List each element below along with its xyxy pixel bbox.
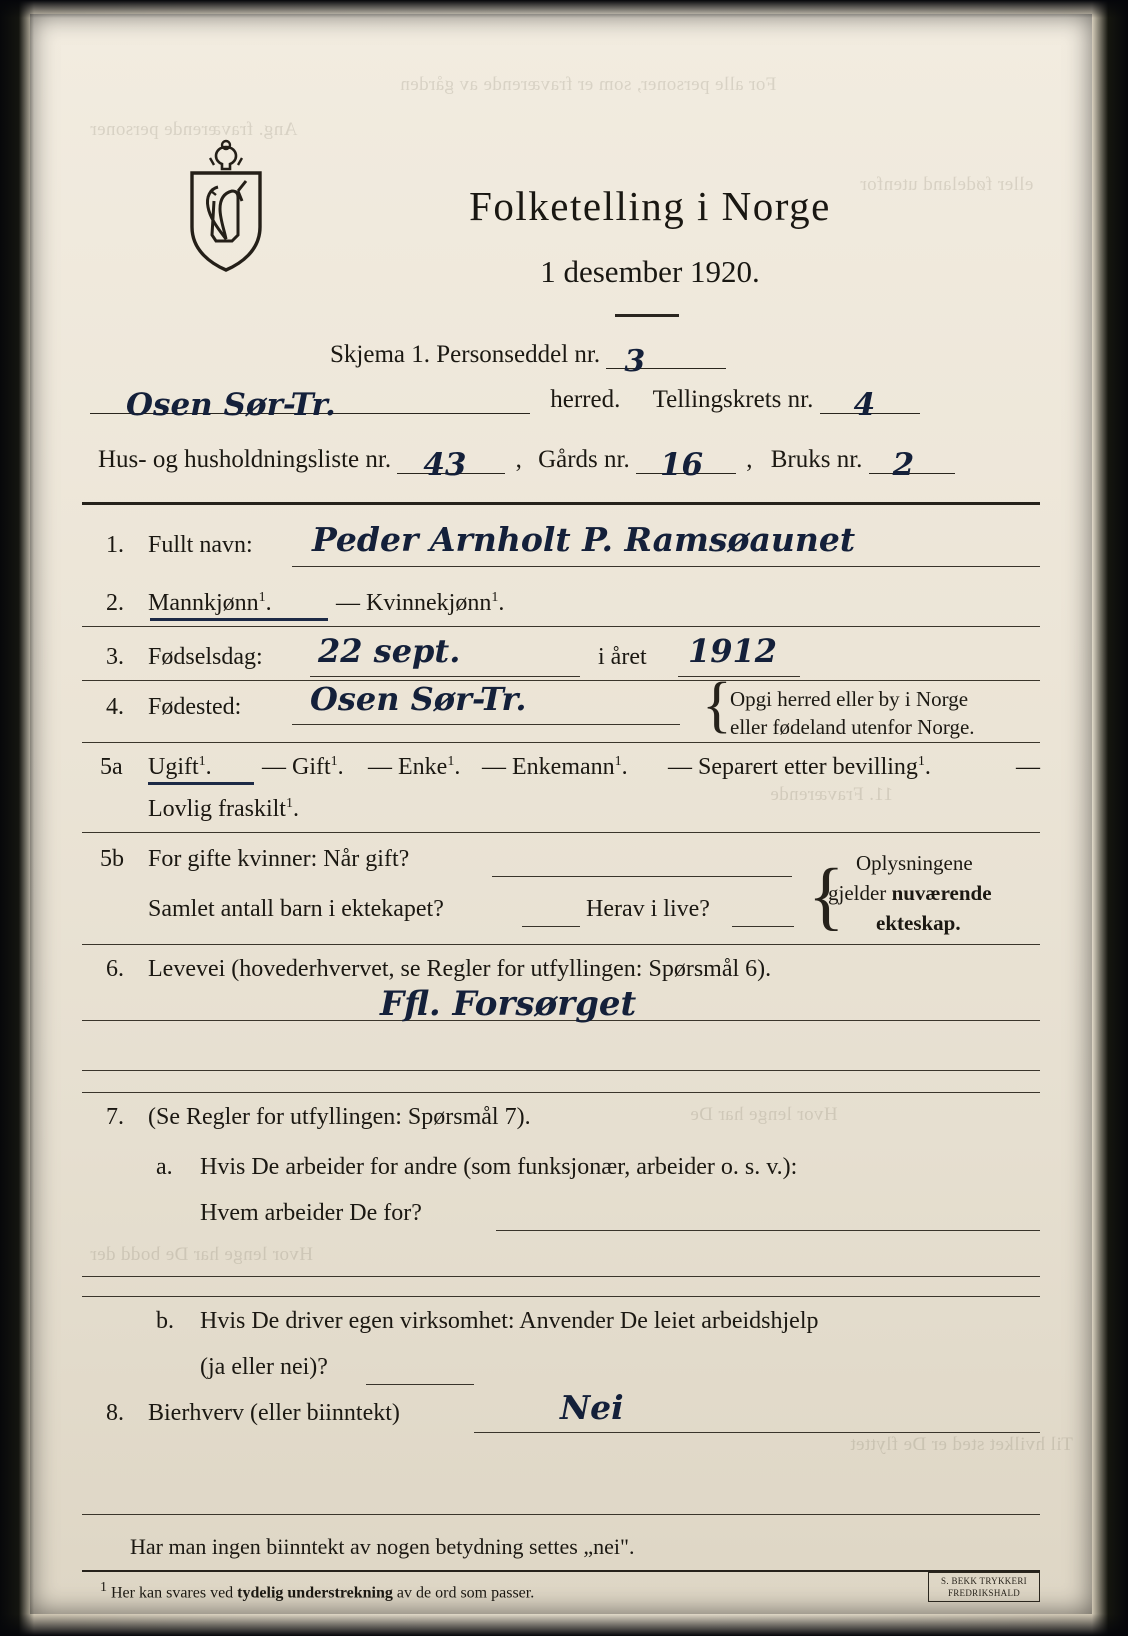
q5b-alive-field[interactable]	[732, 926, 794, 927]
q7-label: (Se Regler for utfyllingen: Spørsmål 7).	[148, 1104, 531, 1130]
q8-field[interactable]	[474, 1432, 1040, 1433]
q2-male-label: Mannkjønn	[148, 590, 259, 616]
q5b-note-line2-pre: gjelder	[828, 881, 892, 905]
q3-day-value: 22 sept.	[318, 632, 461, 670]
q7-number: 7.	[106, 1104, 124, 1130]
q5a-option-enke[interactable]: Enke$^1$.	[398, 754, 461, 780]
q5a-option-separert[interactable]: Separert etter bevilling$^1$.	[698, 754, 931, 780]
q7a-field[interactable]	[496, 1230, 1040, 1231]
bleed-text-4: 11. Fraværende	[770, 784, 894, 805]
divider-after-q2	[82, 626, 1040, 627]
q5a-gift-label: Gift	[292, 754, 331, 780]
scan-edge-right	[1092, 0, 1128, 1636]
q1-label: Fullt navn:	[148, 532, 253, 558]
usage-number-value: 2	[892, 447, 915, 483]
q2-female-option[interactable]: Kvinnekjønn$^1$.	[366, 590, 505, 616]
usage-number-field[interactable]	[869, 447, 955, 483]
q5b-alive-label: Herav i live?	[586, 896, 710, 922]
household-number-field[interactable]	[397, 447, 505, 483]
q5a-option-gift[interactable]: Gift$^1$.	[292, 754, 344, 780]
q7b-field[interactable]	[366, 1384, 474, 1385]
printer-stamp-line1: S. BEKK TRYKKERI	[941, 1576, 1027, 1586]
divider-after-q7a	[82, 1296, 1040, 1297]
footer-fineprint	[100, 1580, 534, 1602]
q5b-children-label: Samlet antall barn i ektekapet?	[148, 896, 444, 922]
schema-number-value: 3	[624, 344, 646, 379]
q2-male-option[interactable]: Mannkjønn$^1$.	[148, 590, 272, 616]
q5a-sep-3: —	[482, 754, 506, 780]
form-content	[30, 14, 1092, 1614]
divider-after-q5a	[82, 832, 1040, 833]
q7a-number: a.	[156, 1154, 173, 1180]
footer-rule	[82, 1570, 1040, 1572]
tellingskrets-value: 4	[853, 387, 876, 423]
q5a-number: 5a	[100, 754, 123, 780]
q5b-brace: {	[808, 854, 845, 938]
q5b-number: 5b	[100, 846, 124, 872]
census-form-page	[30, 14, 1092, 1614]
q5a-sep-5: —	[1016, 754, 1040, 780]
q4-brace: {	[702, 671, 732, 739]
q5a-fraskilt-label: Lovlig fraskilt	[148, 796, 286, 822]
farm-number-field[interactable]	[636, 447, 736, 483]
divider-after-q4	[82, 742, 1040, 743]
q5a-sep-1: —	[262, 754, 286, 780]
q7a-label: Hvis De arbeider for andre (som funksjonær, arbeider o. s. v.):	[200, 1154, 798, 1180]
bleed-text-2: Ang. fraværende personer	[90, 119, 298, 140]
herred-value: Osen Sør-Tr.	[126, 387, 336, 423]
herred-row	[90, 386, 1040, 423]
title-divider	[615, 314, 679, 317]
q3-number: 3.	[106, 644, 124, 670]
scan-edge-left	[0, 0, 34, 1636]
q3-day-field[interactable]	[310, 676, 580, 677]
q3-year-label: i året	[598, 644, 647, 670]
q8-number: 8.	[106, 1400, 124, 1426]
household-label: Hus- og husholdningsliste nr.	[98, 446, 392, 473]
tellingskrets-field[interactable]	[820, 387, 920, 423]
q2-separator: —	[336, 590, 360, 616]
footer-note: Har man ingen biinntekt av nogen betydning settes „nei".	[130, 1534, 635, 1559]
footnote-marker: 1	[100, 1580, 107, 1595]
q5b-children-field[interactable]	[522, 926, 580, 927]
footnote-bold: tydelig understrekning	[237, 1584, 393, 1602]
tellingskrets-label: Tellingskrets nr.	[652, 386, 814, 413]
footnote-pre: Her kan svares ved	[111, 1584, 238, 1602]
farm-number-value: 16	[659, 447, 704, 483]
q6-number: 6.	[106, 956, 124, 982]
herred-label: herred.	[550, 386, 621, 413]
q1-field[interactable]	[292, 566, 1040, 567]
q5a-option-ugift[interactable]: Ugift$^1$.	[148, 754, 212, 780]
q6-label: Levevei (hovederhvervet, se Regler for utfyllingen: Spørsmål 6).	[148, 956, 772, 982]
q5a-option-enkemann[interactable]: Enkemann$^1$.	[512, 754, 628, 780]
q7b-label2: (ja eller nei)?	[200, 1354, 328, 1380]
q5b-note-line3: ekteskap.	[876, 911, 961, 935]
q5a-separert-label: Separert etter bevilling	[698, 754, 918, 780]
schema-label: Skjema 1. Personseddel nr.	[330, 341, 601, 368]
bleed-text-1: For alle personer, som er fraværende av gården	[400, 74, 777, 95]
q5a-option-fraskilt[interactable]: Lovlig fraskilt$^1$.	[148, 796, 299, 822]
q4-number: 4.	[106, 694, 124, 720]
divider-after-q5b	[82, 944, 1040, 945]
q5a-sep-4: —	[668, 754, 692, 780]
divider-after-q6	[82, 1092, 1040, 1093]
q4-value: Osen Sør-Tr.	[310, 680, 527, 718]
schema-number-field[interactable]	[606, 344, 726, 379]
q4-field[interactable]	[292, 724, 680, 725]
bleed-text-5: Hvor lenge har De	[690, 1104, 838, 1125]
farm-label: Gårds nr.	[538, 446, 630, 473]
q7a-label2: Hvem arbeider De for?	[200, 1200, 422, 1226]
q6-write-line-2[interactable]	[82, 1070, 1040, 1071]
q2-number: 2.	[106, 590, 124, 616]
footnote-post: av de ord som passer.	[392, 1584, 535, 1602]
q7b-label: Hvis De driver egen virksomhet: Anvender De leiet arbeidshjelp	[200, 1308, 819, 1334]
q4-note-line2: eller fødeland utenfor Norge.	[730, 715, 975, 739]
q5b-label: For gifte kvinner: Når gift?	[148, 846, 410, 872]
q3-year-value: 1912	[688, 632, 778, 670]
q8-value: Nei	[560, 1388, 624, 1427]
q4-note-line1: Opgi herred eller by i Norge	[730, 687, 969, 711]
q5a-enke-label: Enke	[398, 754, 448, 780]
household-number-value: 43	[423, 447, 467, 483]
bleed-text-6: Hvor lenge har De bodd der	[90, 1244, 314, 1265]
q4-label: Fødested:	[148, 694, 242, 720]
page-subtitle: 1 desember 1920.	[540, 254, 760, 289]
q5b-note-line2-bold: nuværende	[891, 881, 992, 905]
q7b-number: b.	[156, 1308, 174, 1334]
divider-after-q3	[82, 680, 1040, 681]
q1-value: Peder Arnholt P. Ramsøaunet	[312, 520, 856, 559]
schema-row	[330, 341, 726, 379]
q5a-sep-2: —	[368, 754, 392, 780]
q5b-note-line1: Oplysningene	[856, 851, 973, 875]
usage-label: Bruks nr.	[770, 446, 863, 473]
q3-label: Fødselsdag:	[148, 644, 263, 670]
q2-male-underscore-mark	[150, 618, 328, 621]
printer-stamp	[928, 1572, 1040, 1602]
q5a-ugift-label: Ugift	[148, 754, 199, 780]
printer-stamp-line2: FREDRIKSHALD	[947, 1588, 1021, 1599]
divider-before-footer	[82, 1514, 1040, 1515]
q6-value: Ffl. Forsørget	[380, 984, 637, 1024]
norway-coat-of-arms-icon	[180, 139, 272, 274]
q5a-enkemann-label: Enkemann	[512, 754, 615, 780]
herred-field[interactable]	[90, 387, 530, 423]
household-row: Hus- og husholdningsliste nr. 43 , Gårds nr. 16 , Bruks nr. 2	[90, 446, 1040, 474]
q3-year-field[interactable]	[678, 676, 800, 677]
q1-number: 1.	[106, 532, 124, 558]
q7a-extra-line[interactable]	[82, 1276, 1040, 1277]
bleed-text-3: eller fødeland utenfor	[860, 174, 1034, 195]
scan-edge-bottom	[0, 1614, 1128, 1636]
q5b-note-line2	[828, 880, 992, 906]
q5b-married-when-field[interactable]	[492, 876, 792, 877]
page-title: Folketelling i Norge	[469, 183, 831, 229]
q2-female-label: Kvinnekjønn	[366, 590, 492, 616]
q8-label: Bierhverv (eller biinntekt)	[148, 1400, 400, 1426]
bleed-text-7: Til hvilket sted er De flyttet	[850, 1434, 1073, 1455]
scan-edge-top	[0, 0, 1128, 18]
q5a-ugift-underscore-mark	[148, 782, 254, 785]
